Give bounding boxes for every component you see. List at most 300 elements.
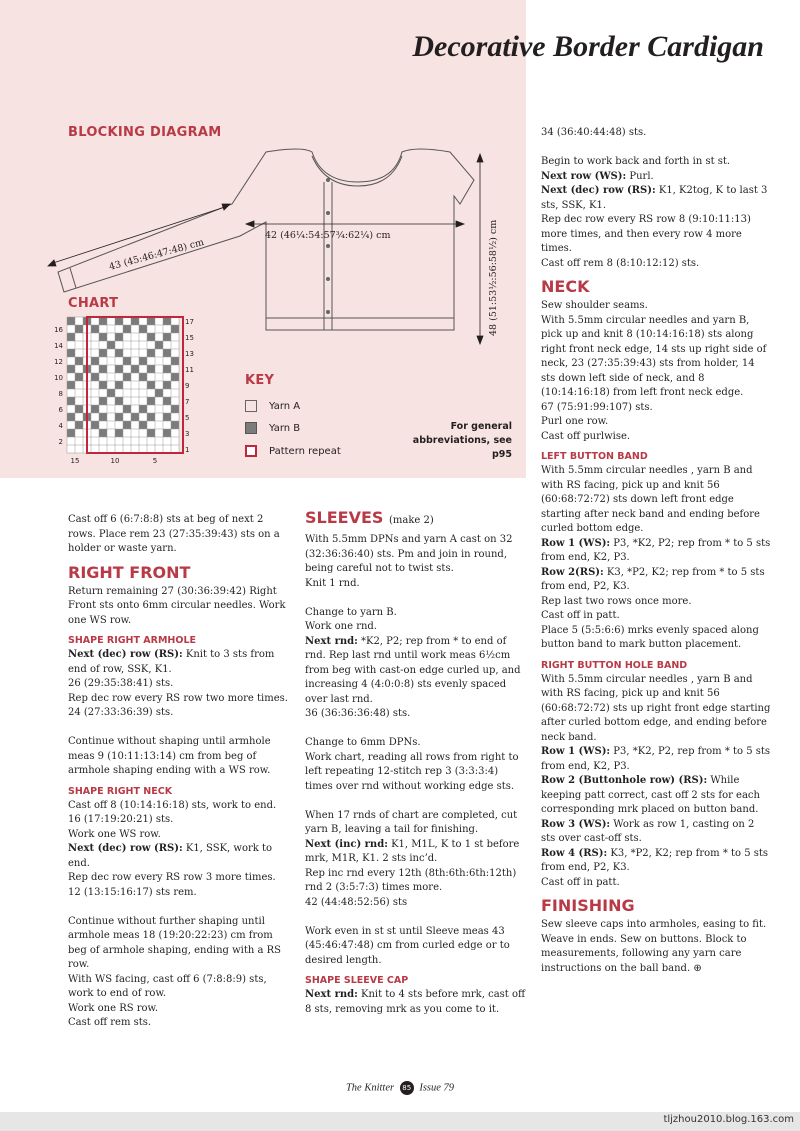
neck-dec-row: Next (dec) row (RS): K1, SSK, work to end. <box>68 843 273 869</box>
page-footer <box>0 1081 800 1095</box>
chart-cell <box>67 421 75 429</box>
chart-cell <box>147 437 155 445</box>
chart-cell <box>67 429 75 437</box>
chart-cell <box>131 381 139 389</box>
column-3 <box>541 126 771 976</box>
sleeve-cast-on: With 5.5mm DPNs and yarn A cast on 32 (32:36:36:40) sts. Pm and join in round, being careful not to twist sts. <box>305 534 513 574</box>
key-yarn-b <box>245 422 300 434</box>
chart-cell <box>131 357 139 365</box>
chart-cell <box>123 397 131 405</box>
chart-cell <box>171 349 179 357</box>
chart-cell <box>99 397 107 405</box>
chart-cell <box>163 341 171 349</box>
chart-cell <box>171 317 179 325</box>
chart-cell <box>75 341 83 349</box>
abbreviations-note: For general abbreviations, see p95 <box>412 421 512 460</box>
chart-cell <box>131 389 139 397</box>
chart-cell <box>75 381 83 389</box>
chart-cell <box>163 389 171 397</box>
chart-row-label: 6 <box>58 406 63 414</box>
neck-cast-off: Cast off 8 (10:14:16:18) sts, work to end. <box>68 799 277 811</box>
chart-cell <box>163 413 171 421</box>
chart-cell <box>147 365 155 373</box>
chart-cell <box>163 429 171 437</box>
chart-row-label: 9 <box>185 382 190 390</box>
chart-cell <box>91 389 99 397</box>
sleeve-change-yarn: Change to yarn B. <box>305 606 397 618</box>
chart-cell <box>139 325 147 333</box>
chart-cell <box>131 405 139 413</box>
chart-cell <box>107 405 115 413</box>
chart-row-label: 1 <box>185 446 190 454</box>
chart-cell <box>123 365 131 373</box>
chart-cell <box>99 405 107 413</box>
chart-row-label: 3 <box>185 430 190 438</box>
chart-cell <box>171 357 179 365</box>
chart-cell <box>75 421 83 429</box>
chart-cell <box>171 389 179 397</box>
chart-cell <box>131 365 139 373</box>
cap-back-forth: Begin to work back and forth in st st. <box>541 156 731 167</box>
chart-cell <box>107 445 115 453</box>
chart-cell <box>115 373 123 381</box>
right-band-row-4: Row 4 (RS): K3, *P2, K2; rep from * to 5 sts from end, P2, K3. <box>541 847 769 873</box>
chart-cell <box>99 373 107 381</box>
chart-cell <box>75 373 83 381</box>
chart-cell <box>155 333 163 341</box>
chart-cell <box>123 325 131 333</box>
chart-stitch-label: 15 <box>70 457 80 465</box>
chart-cell <box>123 429 131 437</box>
chart-cell <box>171 405 179 413</box>
sleeve-count-2: 42 (44:48:52:56) sts <box>305 896 408 908</box>
chart-row-label: 17 <box>185 318 194 326</box>
chart-cell <box>155 341 163 349</box>
chart-cell <box>139 365 147 373</box>
chart-cell <box>75 405 83 413</box>
chart-cell <box>139 341 147 349</box>
chart-cell <box>91 437 99 445</box>
chart-cell <box>115 421 123 429</box>
chart-cell <box>91 317 99 325</box>
chart-cell <box>67 437 75 445</box>
chart-cell <box>139 429 147 437</box>
chart-cell <box>139 389 147 397</box>
chart-cell <box>155 445 163 453</box>
chart-cell <box>139 405 147 413</box>
chart-cell <box>107 381 115 389</box>
chart-cell <box>91 421 99 429</box>
chart-cell <box>91 397 99 405</box>
chart-cell <box>91 445 99 453</box>
chart-cell <box>107 333 115 341</box>
chart-cell <box>171 341 179 349</box>
neck-pick-up: With 5.5mm circular needles and yarn B, pick up and knit 8 (10:14:16:18) sts along right front neck edge, 14 sts up right side of neck, 23 (27:35:39:43) sts from holder, 14 sts down left side of neck, and 8 (10:14:16:18) from left front neck edge. <box>541 314 767 398</box>
chart-cell <box>131 421 139 429</box>
chart-cell <box>147 445 155 453</box>
neck-ws-row: Work one WS row. <box>68 828 161 840</box>
pattern-repeat-swatch <box>245 445 257 457</box>
chart-cell <box>75 317 83 325</box>
end-mark-icon: ⊕ <box>693 962 702 974</box>
chart-cell <box>107 429 115 437</box>
neck-rep: Rep dec row every RS row 3 more times. <box>68 872 276 883</box>
sleeve-chart-complete: When 17 rnds of chart are completed, cut yarn B, leaving a tail for finishing. <box>305 809 518 835</box>
cap-dec-row: Next (dec) row (RS): K1, K2tog, K to last 3 sts, SSK, K1. <box>541 185 768 211</box>
chart-cell <box>123 413 131 421</box>
chart-row-label: 12 <box>54 358 63 366</box>
chart-cell <box>171 381 179 389</box>
left-button-band-heading: LEFT BUTTON BAND <box>541 451 648 462</box>
chart-cell <box>139 357 147 365</box>
cap-dec-rep: Rep dec row every RS row 8 (9:10:11:13) more times, and then every row 4 more times. <box>541 214 751 254</box>
right-band-row-3: Row 3 (WS): Work as row 1, casting on 2 sts over cast-off sts. <box>541 818 755 844</box>
cast-off-rem: Cast off rem sts. <box>68 1017 152 1028</box>
chest-measurement: 42 (46¼:54:57¾:62¼) cm <box>265 230 391 241</box>
chart-cell <box>163 357 171 365</box>
chart-cell <box>99 341 107 349</box>
chart-cell <box>155 429 163 437</box>
chart-cell <box>115 445 123 453</box>
chart-cell <box>107 325 115 333</box>
chart-cell <box>171 397 179 405</box>
right-front-intro: Return remaining 27 (30:36:39:42) Right Front sts onto 6mm circular needles. Work one WS row. <box>68 585 286 626</box>
chart-cell <box>155 325 163 333</box>
chart-cell <box>171 421 179 429</box>
chart-cell <box>163 405 171 413</box>
yarn-a-label: Yarn A <box>269 400 301 412</box>
chart-cell <box>99 429 107 437</box>
chart-cell <box>147 381 155 389</box>
chart-cell <box>171 373 179 381</box>
chart-row-label: 16 <box>54 326 63 334</box>
chart-cell <box>155 317 163 325</box>
chart-cell <box>131 373 139 381</box>
chart-cell <box>139 333 147 341</box>
chart-cell <box>115 413 123 421</box>
chart-cell <box>75 397 83 405</box>
shoulder-cast-off-text: Cast off 6 (6:7:8:8) sts at beg of next 2 rows. Place rem 23 (27:35:39:43) sts on a holder or waste yarn. <box>68 514 280 554</box>
chart-cell <box>123 333 131 341</box>
length-measurement: 48 (51:53½:56:58½) cm <box>488 219 499 336</box>
chart-cell <box>67 405 75 413</box>
chart-cell <box>99 317 107 325</box>
chart-label: CHART <box>68 296 119 311</box>
chart-cell <box>163 397 171 405</box>
chart-cell <box>123 445 131 453</box>
chart-cell <box>67 381 75 389</box>
chart-cell <box>163 421 171 429</box>
chart-cell <box>163 437 171 445</box>
chart-cell <box>67 373 75 381</box>
column-2 <box>305 508 527 1017</box>
chart-row-label: 15 <box>185 334 194 342</box>
chart-cell <box>155 373 163 381</box>
cap-cast-off: Cast off rem 8 (8:10:12:12) sts. <box>541 257 700 269</box>
chart-cell <box>115 325 123 333</box>
chart-cell <box>107 421 115 429</box>
chart-cell <box>91 333 99 341</box>
rs-row: Work one RS row. <box>68 1002 159 1014</box>
knitting-chart <box>46 315 216 475</box>
sleeve-measurement: 43 (45:46:47:48) cm <box>107 236 206 273</box>
chart-cell <box>115 405 123 413</box>
chart-cell <box>67 365 75 373</box>
cap-ws-row: Next row (WS): Purl. <box>541 170 654 182</box>
chart-cell <box>171 325 179 333</box>
sleeve-inc-rep: Rep inc rnd every 12th (8th:6th:6th:12th) rnd 2 (3:5:7:3) times more. <box>305 867 517 893</box>
chart-cell <box>91 373 99 381</box>
yarn-b-label: Yarn B <box>269 422 301 434</box>
chart-cell <box>91 357 99 365</box>
chart-cell <box>107 373 115 381</box>
finishing-text: Sew sleeve caps into armholes, easing to fit. Weave in ends. Sew on buttons. Block to measurements, following any yarn care instructions on the ball band. ⊕ <box>541 919 767 974</box>
neck-sew-shoulders: Sew shoulder seams. <box>541 300 648 311</box>
chart-cell <box>131 429 139 437</box>
chart-cell <box>155 357 163 365</box>
left-band-cast-off: Cast off in patt. <box>541 610 620 621</box>
chart-cell <box>147 429 155 437</box>
key-title: KEY <box>245 373 275 388</box>
issue-number: Issue 79 <box>419 1082 455 1094</box>
chart-cell <box>155 405 163 413</box>
chart-cell <box>139 317 147 325</box>
chart-row-label: 14 <box>54 342 63 350</box>
button-dots <box>326 178 330 314</box>
chart-cell <box>91 405 99 413</box>
chart-cell <box>91 365 99 373</box>
chart-cell <box>163 445 171 453</box>
shape-right-neck-heading: SHAPE RIGHT NECK <box>68 785 173 797</box>
shoulder-cast-off: With WS facing, cast off 6 (7:8:8:9) sts, work to end of row. <box>68 973 267 999</box>
chart-cell <box>139 349 147 357</box>
chart-cell <box>107 357 115 365</box>
chart-cell <box>107 397 115 405</box>
yarn-a-swatch <box>245 400 257 412</box>
chart-cell <box>107 437 115 445</box>
watermark: tljzhou2010.blog.163.com <box>663 1114 794 1125</box>
chart-cell <box>123 389 131 397</box>
armhole-count-1: 26 (29:35:38:41) sts. <box>68 678 174 689</box>
left-band-pick-up: With 5.5mm circular needles , yarn B and with RS facing, pick up and knit 56 (60:68:72:72) sts down left front edge starting after neck band and ending before curled bottom edge. <box>541 465 760 534</box>
chart-cell <box>67 389 75 397</box>
key-pattern-repeat <box>245 445 341 457</box>
chart-cell <box>131 333 139 341</box>
chart-cell <box>155 389 163 397</box>
chart-cell <box>115 365 123 373</box>
chart-cell <box>123 373 131 381</box>
chart-row-label: 8 <box>58 390 63 398</box>
chart-cell <box>155 381 163 389</box>
chart-cell <box>107 317 115 325</box>
chart-cell <box>163 349 171 357</box>
chart-cell <box>107 349 115 357</box>
page-title: Decorative Border Cardigan <box>412 30 764 63</box>
chart-cell <box>91 349 99 357</box>
neck-count-1: 16 (17:19:20:21) sts. <box>68 814 174 825</box>
chart-cell <box>99 437 107 445</box>
chart-cell <box>115 357 123 365</box>
neck-purl-row: Purl one row. <box>541 416 609 427</box>
chart-cell <box>115 389 123 397</box>
left-band-markers: Place 5 (5:5:6:6) mrks evenly spaced along button band to mark button placement. <box>541 624 759 650</box>
sleeve-change-needles: Change to 6mm DPNs. <box>305 737 421 748</box>
armhole-rep: Rep dec row every RS row two more times. <box>68 692 288 704</box>
chart-cell <box>155 413 163 421</box>
chart-cell <box>99 357 107 365</box>
chart-cell <box>99 421 107 429</box>
sleeve-count-1: 36 (36:36:36:48) sts. <box>305 708 411 719</box>
chart-cell <box>115 349 123 357</box>
chart-cell <box>107 389 115 397</box>
pattern-repeat-label: Pattern repeat <box>269 445 341 457</box>
chart-cell <box>75 357 83 365</box>
sleeve-work-rnd: Work one rnd. <box>305 621 377 632</box>
chart-cell <box>123 349 131 357</box>
chart-cell <box>67 325 75 333</box>
chart-cell <box>155 421 163 429</box>
chart-cell <box>163 373 171 381</box>
chart-cell <box>147 405 155 413</box>
chart-cell <box>171 429 179 437</box>
neck-heading: NECK <box>541 277 590 296</box>
chart-cell <box>115 317 123 325</box>
chart-cell <box>99 381 107 389</box>
chart-row-label: 10 <box>54 374 63 382</box>
chart-cell <box>91 325 99 333</box>
chart-cell <box>139 413 147 421</box>
shape-sleeve-cap-heading: SHAPE SLEEVE CAP <box>305 975 409 986</box>
chart-cell <box>123 341 131 349</box>
yarn-b-swatch <box>245 422 257 434</box>
right-band-row-1: Row 1 (WS): P3, *K2, P2, rep from * to 5 sts from end, K2, P3. <box>541 746 771 772</box>
chart-cell <box>123 437 131 445</box>
chart-cell <box>67 413 75 421</box>
chart-cell <box>147 373 155 381</box>
chart-cell <box>75 437 83 445</box>
chart-cell <box>131 317 139 325</box>
finishing-heading: FINISHING <box>541 896 635 915</box>
chart-row-label: 5 <box>185 414 190 422</box>
chart-cell <box>139 381 147 389</box>
armhole-continue: Continue without shaping until armhole meas 9 (10:11:13:14) cm from beg of armhole shaping ending with a WS row. <box>68 736 271 776</box>
neck-continue: Continue without further shaping until armhole meas 18 (19:20:22:23) cm from beg of armhole shaping, ending with a RS row. <box>68 915 282 970</box>
chart-cell <box>91 429 99 437</box>
chart-stitch-label: 10 <box>110 457 120 465</box>
right-band-pick-up: With 5.5mm circular needles , yarn B and with RS facing, pick up and knit 56 (60:68:72:72) sts up right front edge starting after curled bottom edge, and ending before neck band. <box>541 673 771 743</box>
chart-row-label: 7 <box>185 398 190 406</box>
chart-cell <box>131 325 139 333</box>
chart-cell <box>139 437 147 445</box>
chart-cell <box>67 333 75 341</box>
chart-cell <box>115 333 123 341</box>
chart-cell <box>147 317 155 325</box>
chart-cell <box>99 349 107 357</box>
chart-cell <box>131 413 139 421</box>
chart-cell <box>115 429 123 437</box>
chart-cell <box>91 341 99 349</box>
chart-cell <box>99 389 107 397</box>
chart-cell <box>171 445 179 453</box>
chart-cell <box>155 349 163 357</box>
chart-cell <box>75 365 83 373</box>
blocking-diagram-label: BLOCKING DIAGRAM <box>68 125 222 140</box>
sleeve-inc-rnd: Next (inc) rnd: K1, M1L, K to 1 st before mrk, M1R, K1. 2 sts inc’d. <box>305 838 520 864</box>
chart-cell <box>147 389 155 397</box>
chart-cell <box>75 445 83 453</box>
chart-cell <box>147 341 155 349</box>
chart-cell <box>131 341 139 349</box>
chart-cell <box>131 397 139 405</box>
magazine-name: The Knitter <box>345 1082 395 1094</box>
chart-cell <box>147 421 155 429</box>
chart-row-label: 13 <box>185 350 194 358</box>
chart-cell <box>131 445 139 453</box>
chart-cell <box>171 333 179 341</box>
chart-cell <box>67 357 75 365</box>
chart-cell <box>147 413 155 421</box>
chart-cell <box>75 389 83 397</box>
chart-cell <box>75 325 83 333</box>
chart-cell <box>139 445 147 453</box>
chart-cell <box>163 365 171 373</box>
right-front-heading: RIGHT FRONT <box>68 562 191 582</box>
chart-cell <box>155 365 163 373</box>
chart-cell <box>67 397 75 405</box>
left-band-row-1: Row 1 (WS): P3, *K2, P2; rep from * to 5 sts from end, K2, P3. <box>541 537 771 563</box>
left-band-rep: Rep last two rows once more. <box>541 595 692 607</box>
chart-cell <box>91 413 99 421</box>
chart-cell <box>115 381 123 389</box>
neck-cast-off-purlwise: Cast off purlwise. <box>541 430 631 442</box>
key-yarn-a <box>245 400 300 412</box>
chart-cell <box>115 437 123 445</box>
chart-cell <box>107 413 115 421</box>
chart-cell <box>131 349 139 357</box>
chart-cell <box>155 437 163 445</box>
chart-row-label: 2 <box>58 438 63 446</box>
chart-row-label: 11 <box>185 366 194 374</box>
chart-cell <box>171 437 179 445</box>
chart-cell <box>99 365 107 373</box>
chart-cell <box>163 333 171 341</box>
chart-cell <box>163 325 171 333</box>
chart-cell <box>67 349 75 357</box>
chart-cell <box>163 381 171 389</box>
chart-cell <box>131 437 139 445</box>
chart-cell <box>99 413 107 421</box>
shape-right-armhole-heading: SHAPE RIGHT ARMHOLE <box>68 635 196 646</box>
chart-cell <box>115 397 123 405</box>
chart-cell <box>147 357 155 365</box>
chart-cell <box>67 445 75 453</box>
chart-row-label: 4 <box>58 422 63 430</box>
chart-cell <box>115 341 123 349</box>
chart-cell <box>75 349 83 357</box>
chart-cell <box>139 373 147 381</box>
right-band-cast-off: Cast off in patt. <box>541 876 620 888</box>
chart-cell <box>123 381 131 389</box>
chart-cell <box>163 317 171 325</box>
neck-count-2: 12 (13:15:16:17) sts rem. <box>68 886 197 898</box>
chart-cell <box>75 413 83 421</box>
chart-cell <box>171 365 179 373</box>
sleeve-work-even: Work even in st st until Sleeve meas 43 (45:46:47:48) cm from curled edge or to desired length. <box>305 925 510 966</box>
chart-cell <box>139 397 147 405</box>
chart-cell <box>123 317 131 325</box>
right-button-hole-band-heading: RIGHT BUTTON HOLE BAND <box>541 659 688 671</box>
chart-cell <box>67 317 75 325</box>
